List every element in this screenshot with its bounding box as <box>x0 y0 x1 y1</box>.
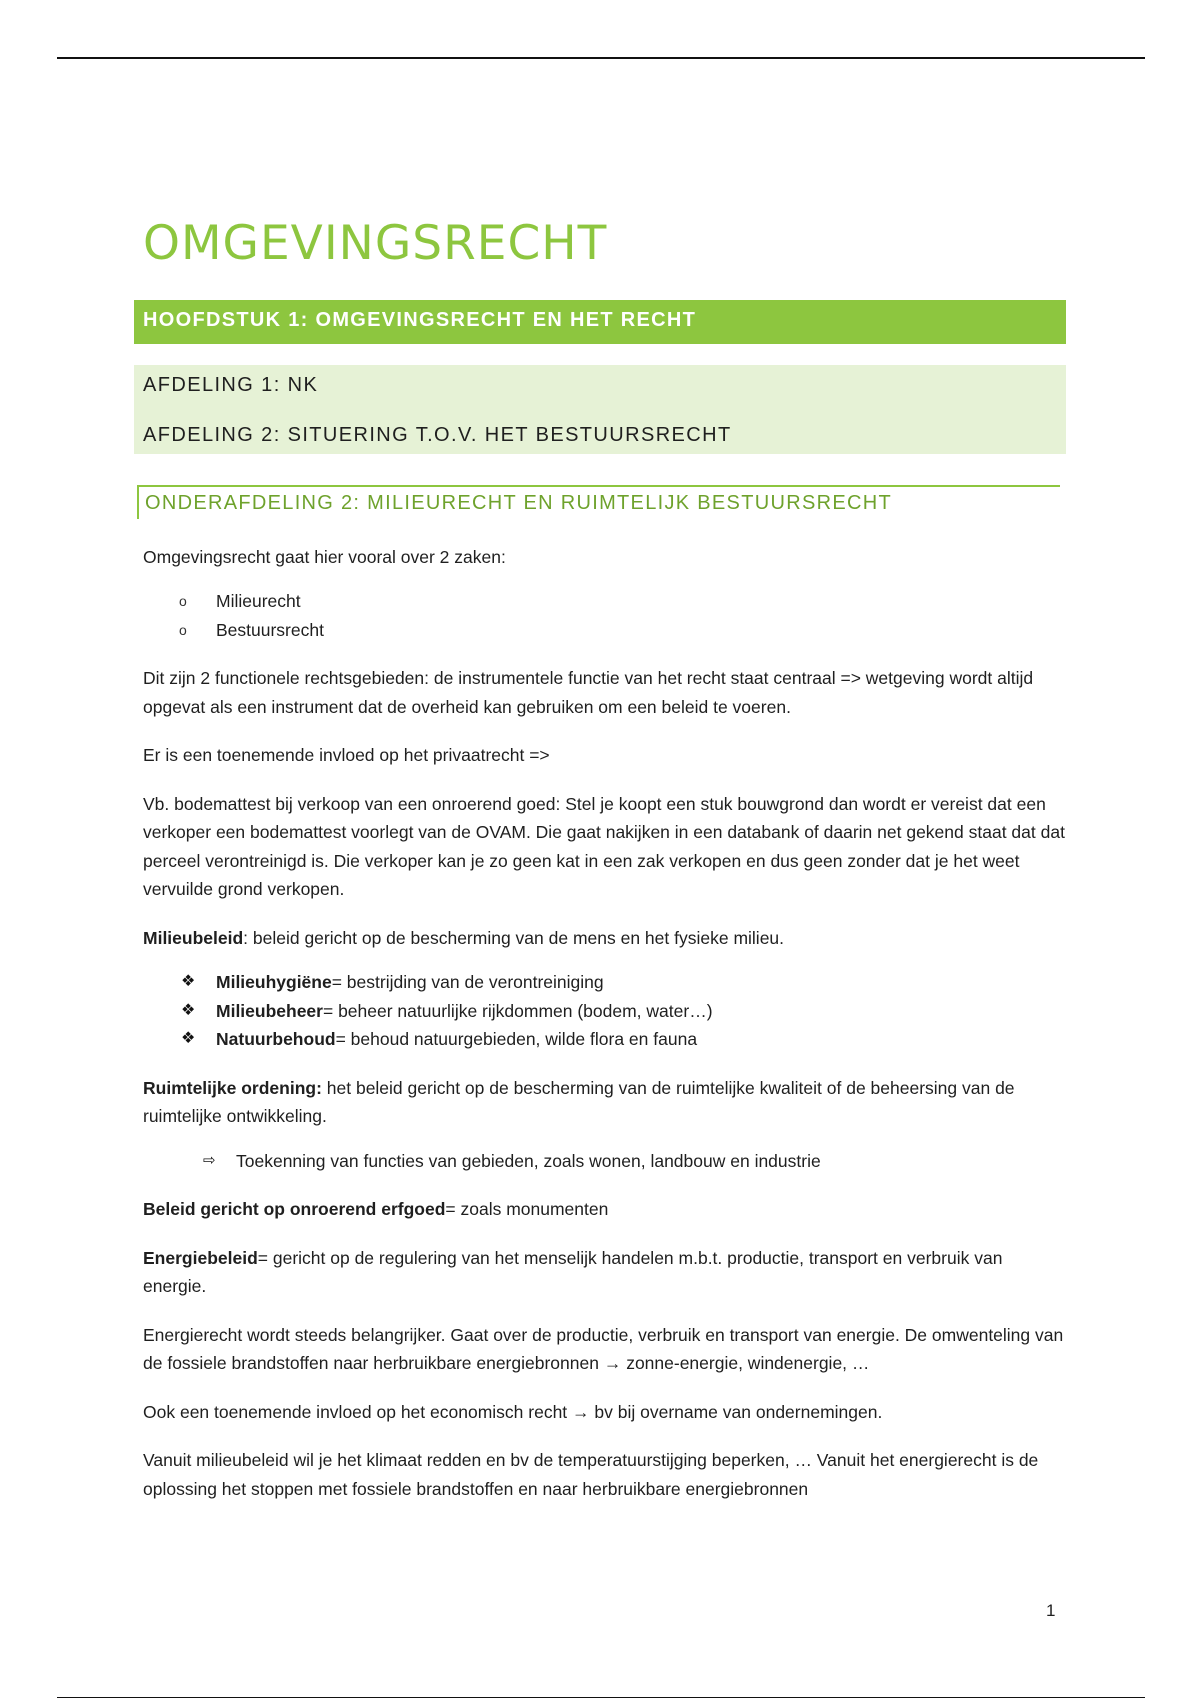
paragraph-functional: Dit zijn 2 functionele rechtsgebieden: de instrumentele functie van het recht staat centraal => wetgeving wordt altijd opgevat als een instrument dat de overheid kan gebruiken om een beleid te voeren. <box>143 668 1034 717</box>
diamond-bullet-icon: ❖ <box>181 973 196 991</box>
bottom-rule <box>57 1697 1145 1698</box>
paragraph-example: Vb. bodemattest bij verkoop van een onroerend goed: Stel je koopt een stuk bouwgrond dan wordt er vereist dat een verkoper een bodemattest voorlegt van de OVAM. Die gaat nakijken in een databank of daarin net gekend staat dat dat perceel verontreinigd is. Die verkoper kan je zo geen kat in een zak verkopen en dus geen zonder dat je het weet vervuilde grond verkopen. <box>143 793 1065 900</box>
intro-paragraph: Omgevingsrecht gaat hier vooral over 2 zaken: <box>143 546 506 567</box>
list-item: ⇨ Toekenning van functies van gebieden, zoals wonen, landbouw en industrie <box>143 1147 1068 1176</box>
paragraph-energierecht: Energierecht wordt steeds belangrijker. Gaat over de productie, verbruik en transport van energie. De omwenteling van de fossiele brandstoffen naar herbruikbare energiebronnen → zonne-energie, windenergie, … <box>143 1324 1064 1374</box>
diamond-bullet-icon: ❖ <box>181 1001 196 1019</box>
circle-bullet-icon: o <box>179 621 187 638</box>
list-item: ❖ Natuurbehoud= behoud natuurgebieden, wilde flora en fauna <box>143 1025 1068 1054</box>
top-rule <box>57 57 1145 59</box>
list-ruimtelijk <box>143 1147 1068 1176</box>
paragraph-milieubeleid: Milieubeleid: beleid gericht op de bescherming van de mens en het fysieke milieu. <box>143 927 785 948</box>
list-item: ❖ Milieuhygiëne= bestrijding van de verontreiniging <box>143 968 1068 997</box>
arrow-bullet-icon: ⇨ <box>203 1151 216 1169</box>
section-headings <box>134 365 1066 454</box>
list-domains <box>143 587 1068 644</box>
document-body <box>143 218 1068 1523</box>
section-heading-1: AFDELING 1: NK <box>143 373 319 396</box>
list-item: o Milieurecht <box>143 587 1068 616</box>
list-item: ❖ Milieubeheer= beheer natuurlijke rijkdommen (bodem, water…) <box>143 997 1068 1026</box>
paragraph-energiebeleid: Energiebeleid= gericht op de regulering van het menselijk handelen m.b.t. productie, transport en verbruik van energie. <box>143 1247 1003 1297</box>
document-title: OMGEVINGSRECHT <box>143 216 608 271</box>
paragraph-ruimtelijke-ordening: Ruimtelijke ordening: het beleid gericht op de bescherming van de ruimtelijke kwaliteit of de beheersing van de ruimtelijke ontwikkeling. <box>143 1077 1015 1127</box>
chapter-heading: HOOFDSTUK 1: OMGEVINGSRECHT EN HET RECHT <box>134 300 1066 344</box>
diamond-bullet-icon: ❖ <box>181 1030 196 1048</box>
paragraph-privaatrecht: Er is een toenemende invloed op het privaatrecht => <box>143 745 550 766</box>
list-item: o Bestuursrecht <box>143 616 1068 645</box>
paragraph-klimaat: Vanuit milieubeleid wil je het klimaat redden en bv de temperatuurstijging beperken, … Vanuit het energierecht is de oplossing het stoppen met fossiele brandstoffen en naar herbruikbare energiebronnen <box>143 1450 1039 1499</box>
list-milieubeleid <box>143 968 1068 1054</box>
page-number: 1 <box>1046 1601 1056 1620</box>
circle-bullet-icon: o <box>179 593 187 610</box>
subsection-heading: ONDERAFDELING 2: MILIEURECHT EN RUIMTELIJK BESTUURSRECHT <box>137 485 1060 519</box>
paragraph-erfgoed: Beleid gericht op onroerend erfgoed= zoals monumenten <box>143 1199 609 1220</box>
paragraph-economisch-recht: Ook een toenemende invloed op het economisch recht → bv bij overname van ondernemingen. <box>143 1401 883 1422</box>
section-heading-2: AFDELING 2: SITUERING T.O.V. HET BESTUURSRECHT <box>143 423 732 446</box>
